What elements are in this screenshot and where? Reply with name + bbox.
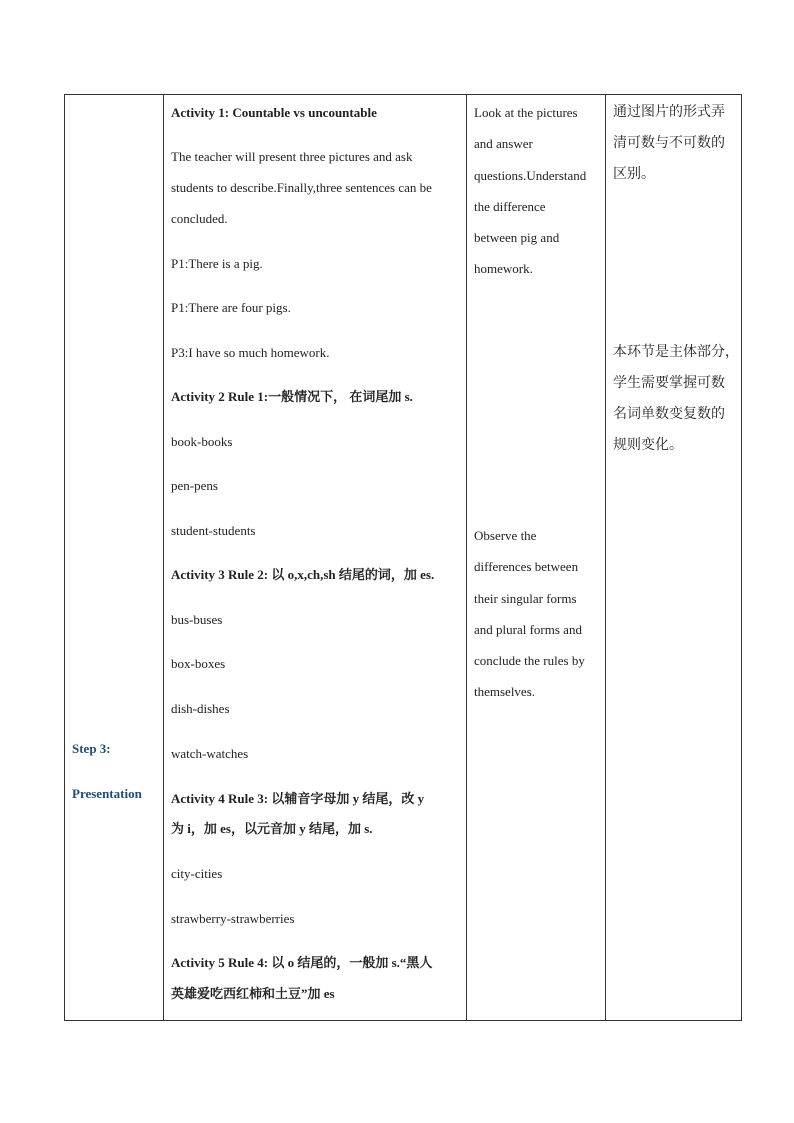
activity-4-title: 为 i，加 es，以元音加 y 结尾，加 s. xyxy=(171,821,373,836)
text-line: and plural forms and xyxy=(474,621,582,637)
sentence-p2: P1:There are four pigs. xyxy=(171,300,291,315)
example-word: book-books xyxy=(171,434,233,449)
text-line: between pig and xyxy=(474,230,560,246)
text-line: themselves. xyxy=(474,684,536,700)
activity-5-title: 英雄爱吃西红柿和土豆”加 es xyxy=(171,986,335,1001)
teacher-activity-column xyxy=(164,95,466,1020)
text-line: homework. xyxy=(474,261,533,277)
student-activity-1 xyxy=(474,97,602,285)
sentence-p3: P3:I have so much homework. xyxy=(171,345,330,360)
text-line: 区别。 xyxy=(613,167,655,182)
text-line: 名词单数变复数的 xyxy=(613,407,725,422)
example-word: bus-buses xyxy=(171,612,223,627)
example-word: dish-dishes xyxy=(171,701,230,716)
text-line: 本环节是主体部分， xyxy=(613,345,739,360)
example-word: pen-pens xyxy=(171,478,218,493)
step-label xyxy=(72,726,162,816)
example-word: watch-watches xyxy=(171,746,249,761)
student-activity-2 xyxy=(474,520,602,708)
step-name: Presentation xyxy=(72,786,142,801)
text-line: and answer xyxy=(474,136,533,152)
text-line: Look at the pictures xyxy=(474,105,578,120)
example-word: city-cities xyxy=(171,866,223,881)
activity-1-title: Activity 1: Countable vs uncountable xyxy=(171,105,377,120)
text-line: 清可数与不可数的 xyxy=(613,136,725,151)
text-line: questions.Understand xyxy=(474,167,587,183)
lesson-table xyxy=(64,94,742,1021)
activity-2-title: Activity 2 Rule 1:一般情况下， 在词尾加 s. xyxy=(171,389,413,404)
text-line: differences between xyxy=(474,559,579,575)
text-line: conclude the rules by xyxy=(474,653,585,669)
student-activity-column xyxy=(467,95,605,1020)
activity-4-title: Activity 4 Rule 3: 以辅音字母加 y 结尾，改 y xyxy=(171,791,425,806)
activity-1-desc: The teacher will present three pictures and ask xyxy=(171,149,413,164)
example-word: box-boxes xyxy=(171,656,226,671)
text-line: the difference xyxy=(474,198,546,214)
sentence-p1: P1:There is a pig. xyxy=(171,256,263,271)
text-line: 学生需要掌握可数 xyxy=(613,376,725,391)
text-line: Observe the xyxy=(474,528,537,543)
design-intent-column xyxy=(606,95,742,1020)
activity-5-title: Activity 5 Rule 4: 以 o 结尾的，一般加 s.“黑人 xyxy=(171,955,433,970)
design-intent-2 xyxy=(613,337,739,461)
example-word: strawberry-strawberries xyxy=(171,911,295,926)
example-word: student-students xyxy=(171,523,256,538)
text-line: 规则变化。 xyxy=(613,438,683,453)
design-intent-1 xyxy=(613,97,739,190)
step-number: Step 3: xyxy=(72,741,111,756)
activity-1-desc: students to describe.Finally,three sentences can be xyxy=(171,180,432,195)
text-line: 通过图片的形式弄 xyxy=(613,105,725,120)
text-line: their singular forms xyxy=(474,590,577,606)
activity-1-desc: concluded. xyxy=(171,211,228,226)
activity-3-title: Activity 3 Rule 2: 以 o,x,ch,sh 结尾的词，加 es. xyxy=(171,567,435,582)
